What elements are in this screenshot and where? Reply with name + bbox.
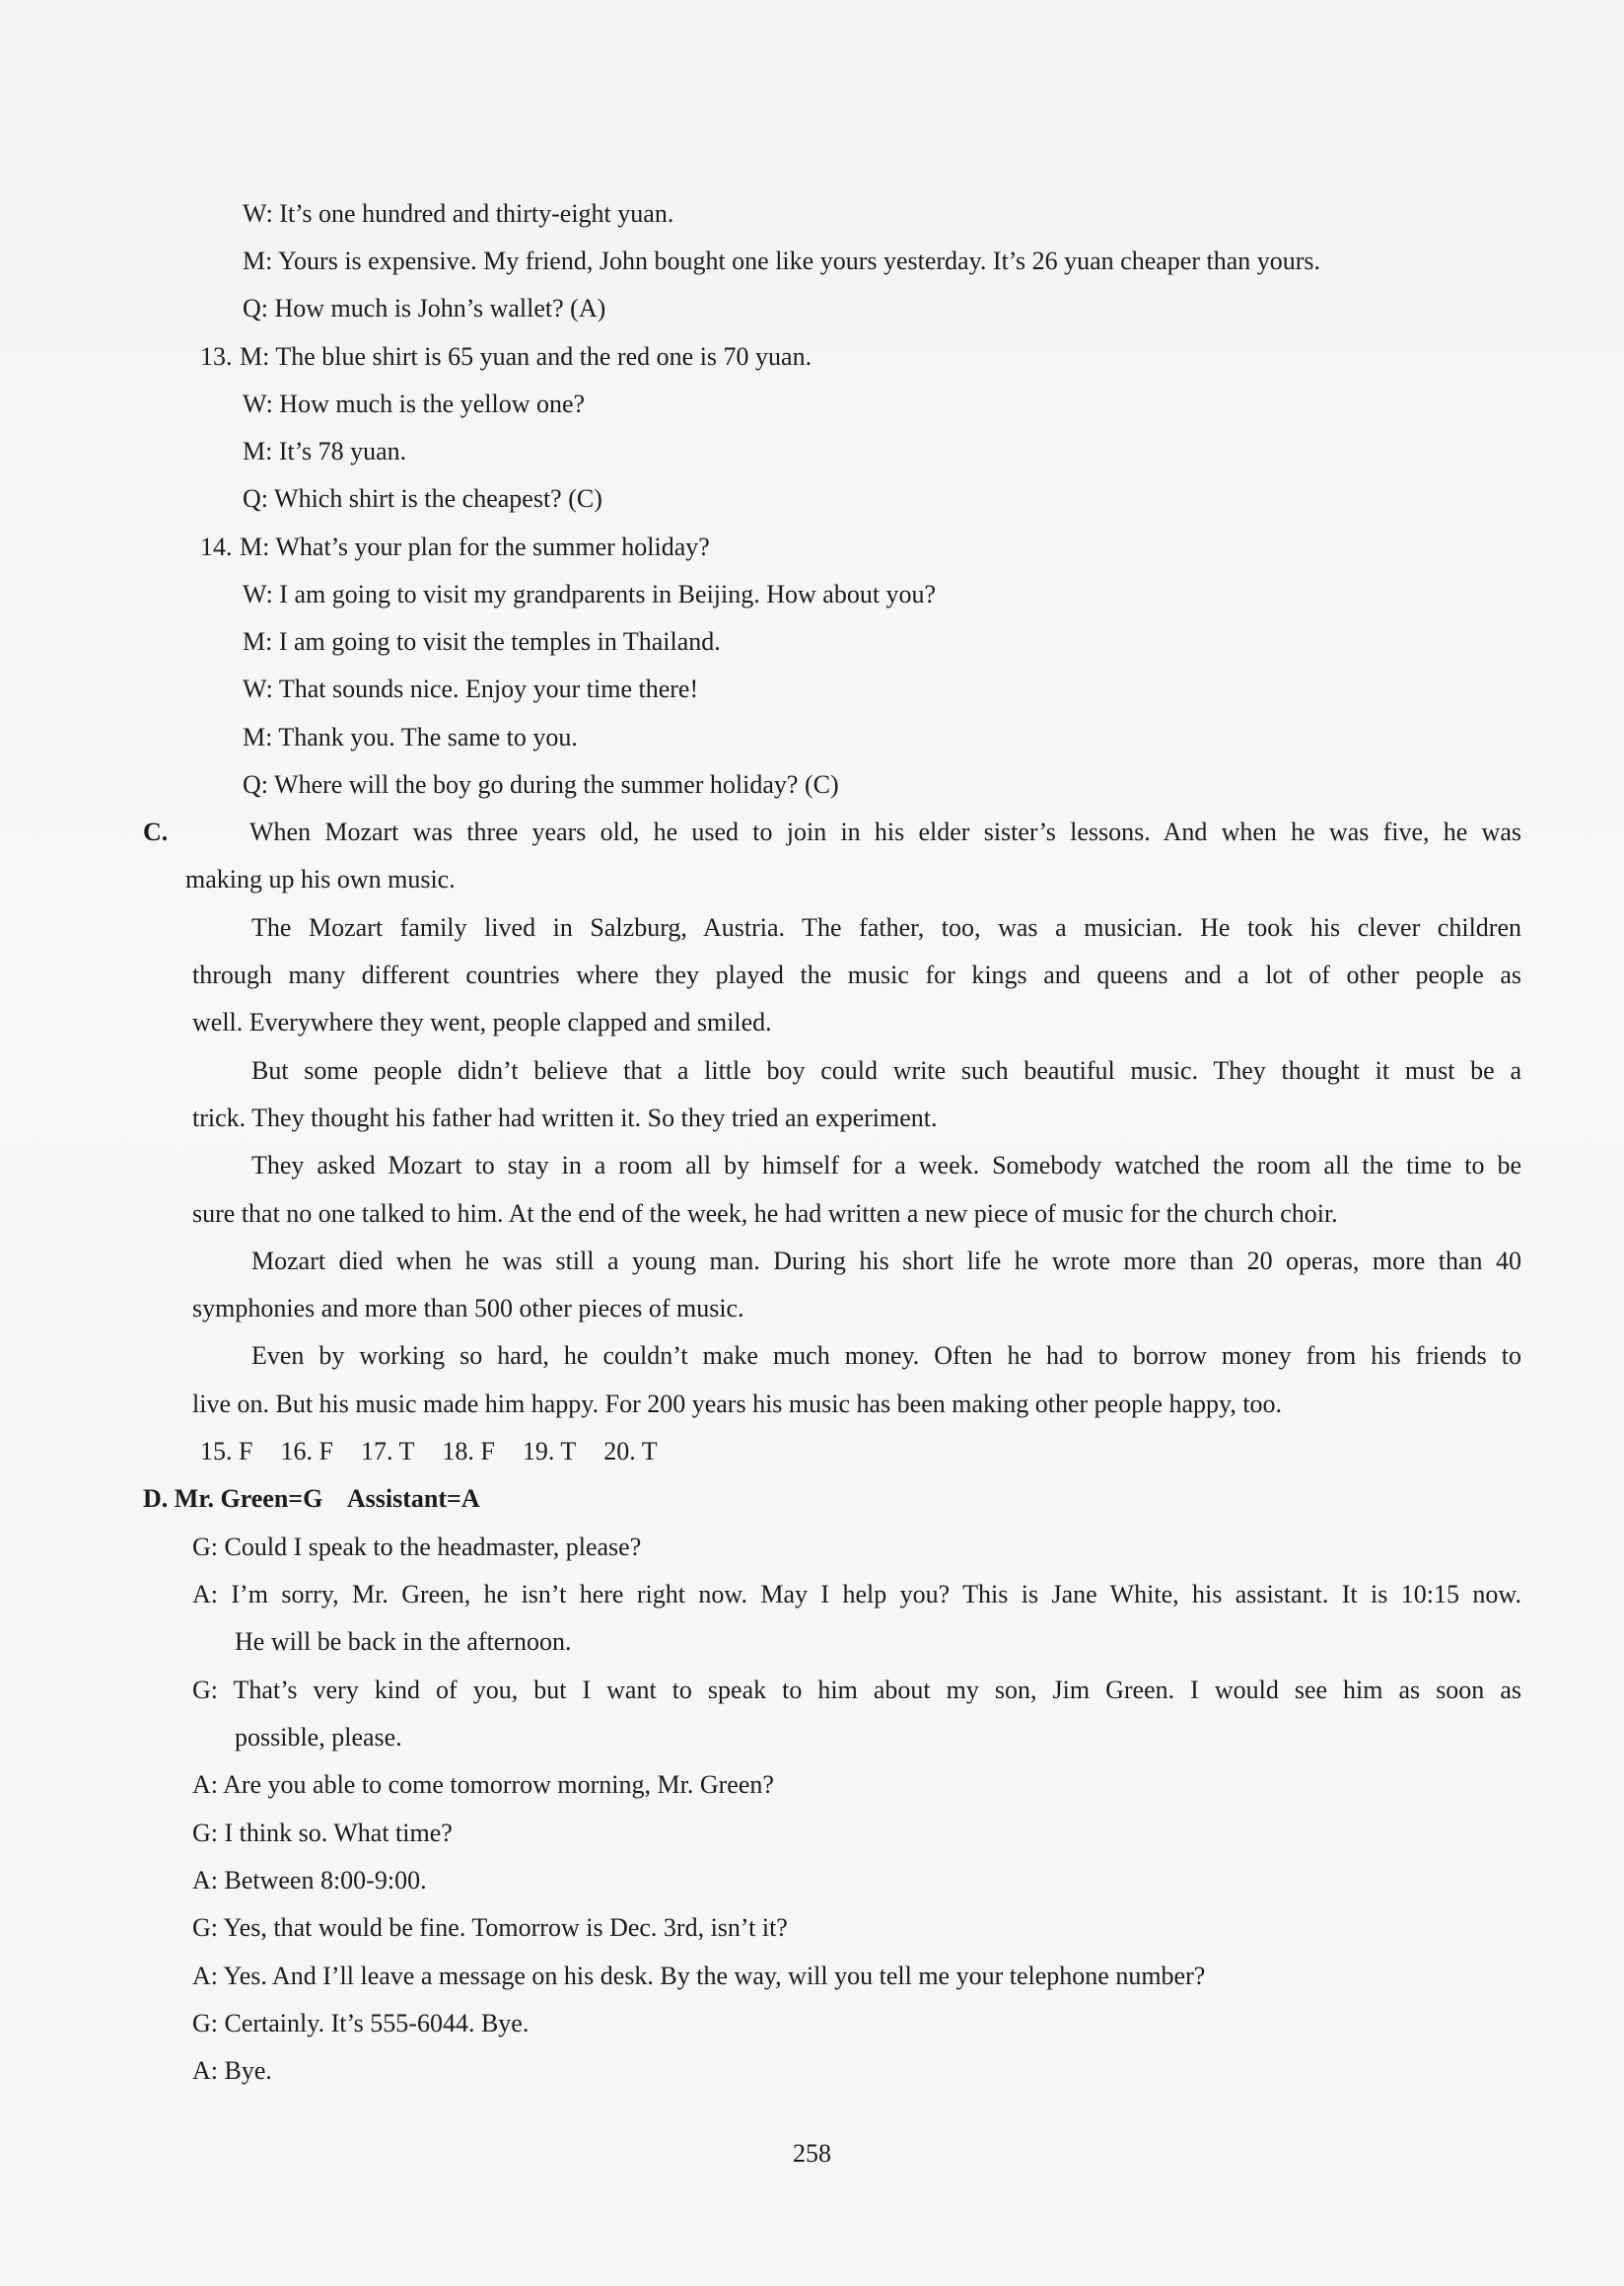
dialog-line: A: Yes. And I’ll leave a message on his desk. By the way, will you tell me your telephone number? bbox=[192, 1962, 1206, 1990]
paragraph-line: When Mozart was three years old, he used to join in his elder sister’s lessons. And when he was five, he was bbox=[249, 818, 1521, 846]
page-number: 258 bbox=[793, 2139, 831, 2168]
answer-item: 18. F bbox=[442, 1437, 495, 1465]
item-number: 13. bbox=[200, 342, 233, 371]
paragraph-line: live on. But his music made him happy. For 200 years his music has been making other people happy, too. bbox=[192, 1390, 1283, 1418]
dialog-line: A: Are you able to come tomorrow morning, Mr. Green? bbox=[192, 1770, 774, 1799]
answer-item: 16. F bbox=[280, 1437, 333, 1465]
paragraph-line: Mozart died when he was still a young man. During his short life he wrote more than 20 operas, more than 40 bbox=[251, 1247, 1521, 1275]
dialog-line: G: Could I speak to the headmaster, please? bbox=[192, 1533, 642, 1561]
dialog-line: M: It’s 78 yuan. bbox=[243, 437, 407, 465]
question-line: Q: Where will the boy go during the summer holiday? (C) bbox=[243, 770, 839, 799]
dialog-line: G: That’s very kind of you, but I want to speak to him about my son, Jim Green. I would see him as soon as bbox=[192, 1676, 1521, 1704]
paragraph-line: through many different countries where they played the music for kings and queens and a lot of other people as bbox=[192, 961, 1521, 989]
question-line: Q: How much is John’s wallet? (A) bbox=[243, 294, 606, 322]
dialog-line: W: How much is the yellow one? bbox=[243, 390, 586, 418]
dialog-line: possible, please. bbox=[235, 1723, 402, 1751]
dialog-line: M: The blue shirt is 65 yuan and the red one is 70 yuan. bbox=[240, 342, 812, 371]
dialog-line: He will be back in the afternoon. bbox=[235, 1627, 572, 1656]
dialog-line: M: Yours is expensive. My friend, John bought one like yours yesterday. It’s 26 yuan cheaper than yours. bbox=[243, 247, 1321, 275]
paragraph-line: But some people didn’t believe that a little boy could write such beautiful music. They thought it must be a bbox=[251, 1056, 1521, 1085]
answer-item: 20. T bbox=[603, 1437, 658, 1465]
section-d-heading: D. Mr. Green=G Assistant=A bbox=[143, 1484, 480, 1513]
paragraph-line: sure that no one talked to him. At the end of the week, he had written a new piece of music for the church choir. bbox=[192, 1199, 1338, 1228]
dialog-line: A: Between 8:00-9:00. bbox=[192, 1866, 427, 1894]
dialog-line: W: I am going to visit my grandparents in Beijing. How about you? bbox=[243, 580, 937, 608]
dialog-line: M: I am going to visit the temples in Thailand. bbox=[243, 627, 721, 656]
answer-item: 15. F bbox=[200, 1437, 253, 1465]
dialog-line: G: Certainly. It’s 555-6044. Bye. bbox=[192, 2009, 530, 2037]
paragraph-line: Even by working so hard, he couldn’t make much money. Often he had to borrow money from his friends to bbox=[251, 1341, 1521, 1370]
dialog-line: W: That sounds nice. Enjoy your time there! bbox=[243, 675, 699, 703]
answer-item: 17. T bbox=[360, 1437, 415, 1465]
item-number: 14. bbox=[200, 533, 233, 561]
section-c-label: C. bbox=[143, 818, 169, 846]
paragraph-line: trick. They thought his father had written it. So they tried an experiment. bbox=[192, 1104, 938, 1132]
dialog-line: G: I think so. What time? bbox=[192, 1819, 453, 1847]
dialog-14-first-line bbox=[200, 524, 710, 571]
answer-key bbox=[200, 1428, 685, 1475]
question-line: Q: Which shirt is the cheapest? (C) bbox=[243, 484, 602, 513]
dialog-13-first-line bbox=[200, 333, 812, 381]
dialog-line: M: What’s your plan for the summer holiday? bbox=[240, 533, 710, 561]
paragraph-line: making up his own music. bbox=[185, 865, 456, 893]
dialog-line: A: I’m sorry, Mr. Green, he isn’t here right now. May I help you? This is Jane White, his assistant. It is 10:15 now. bbox=[192, 1580, 1521, 1608]
dialog-line: W: It’s one hundred and thirty-eight yuan. bbox=[243, 199, 674, 228]
paragraph-line: well. Everywhere they went, people clapped and smiled. bbox=[192, 1008, 772, 1036]
paragraph-line: They asked Mozart to stay in a room all by himself for a week. Somebody watched the room all the time to be bbox=[251, 1151, 1521, 1179]
dialog-line: G: Yes, that would be fine. Tomorrow is Dec. 3rd, isn’t it? bbox=[192, 1913, 788, 1942]
dialog-line: A: Bye. bbox=[192, 2056, 272, 2085]
paragraph-line: symphonies and more than 500 other pieces of music. bbox=[192, 1294, 744, 1322]
answer-item: 19. T bbox=[522, 1437, 577, 1465]
dialog-line: M: Thank you. The same to you. bbox=[243, 723, 578, 751]
paragraph-line: The Mozart family lived in Salzburg, Austria. The father, too, was a musician. He took his clever children bbox=[251, 913, 1521, 942]
